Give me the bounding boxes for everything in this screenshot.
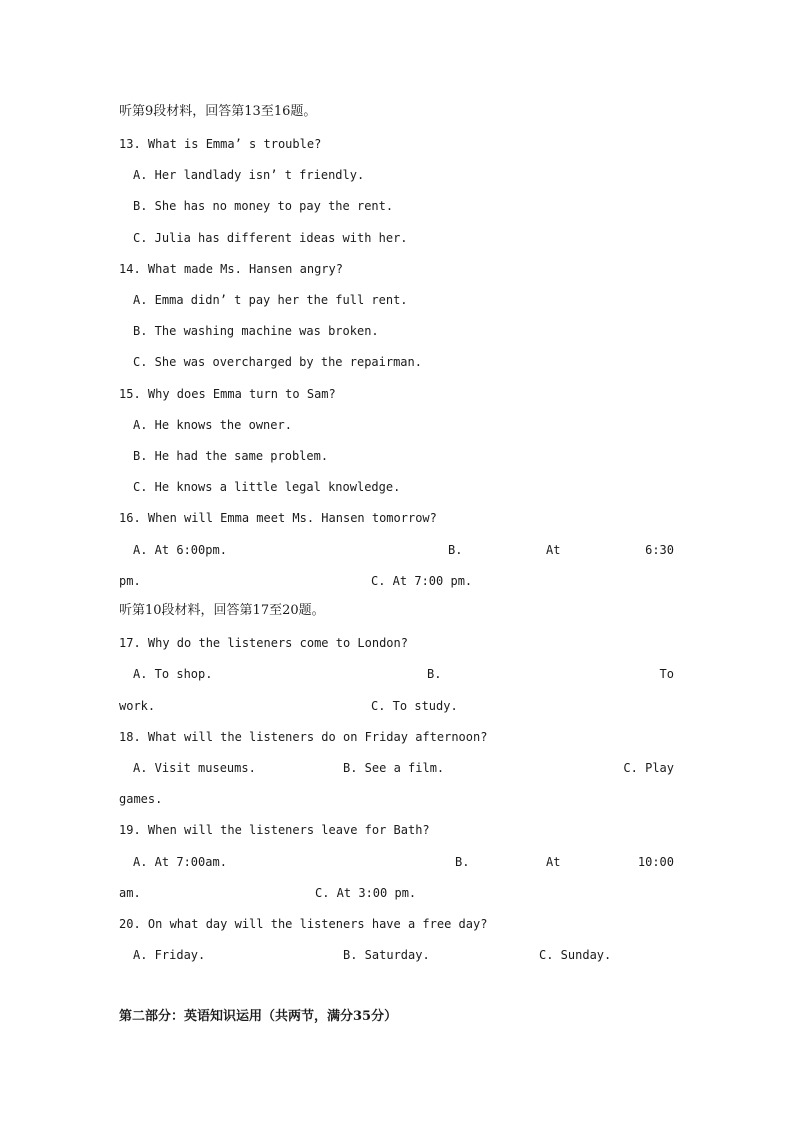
option-fragment: work. [119, 699, 156, 713]
option: B. See a film. [343, 761, 445, 775]
question-stem: 15. Why does Emma turn to Sam? [119, 387, 336, 401]
option: C. Play [623, 761, 674, 775]
option: A. To shop. [133, 667, 213, 681]
option: C. He knows a little legal knowledge. [133, 480, 401, 494]
option: A. Emma didn’ t pay her the full rent. [133, 293, 408, 307]
option: A. Her landlady isn’ t friendly. [133, 168, 365, 182]
option: C. At 7:00 pm. [371, 574, 473, 588]
option: B. She has no money to pay the rent. [133, 199, 394, 213]
question-stem: 14. What made Ms. Hansen angry? [119, 262, 343, 276]
option-fragment: am. [119, 886, 141, 900]
question-stem: 19. When will the listeners leave for Bath? [119, 823, 430, 837]
option-fragment: At [546, 855, 561, 869]
question-stem: 20. On what day will the listeners have a free day? [119, 917, 488, 931]
option-fragment: B. [427, 667, 442, 681]
option: C. At 3:00 pm. [315, 886, 417, 900]
section-heading: 听第9段材料，回答第13至16题。 [119, 104, 317, 119]
option: A. Visit museums. [133, 761, 256, 775]
option: A. Friday. [133, 948, 206, 962]
section-heading: 听第10段材料，回答第17至20题。 [119, 603, 325, 618]
part-two-heading: 第二部分：英语知识运用（共两节，满分35分） [119, 1009, 398, 1024]
option-fragment: games. [119, 792, 163, 806]
option: C. Sunday. [539, 948, 612, 962]
option: B. The washing machine was broken. [133, 324, 379, 338]
option-fragment: At [546, 543, 561, 557]
option: A. At 6:00pm. [133, 543, 227, 557]
option: B. Saturday. [343, 948, 430, 962]
option-fragment: To [659, 667, 674, 681]
option: A. He knows the owner. [133, 418, 292, 432]
option-fragment: B. [455, 855, 470, 869]
option: C. She was overcharged by the repairman. [133, 355, 422, 369]
option-fragment: 10:00 [637, 855, 674, 869]
question-stem: 18. What will the listeners do on Friday afternoon? [119, 730, 488, 744]
option-fragment: pm. [119, 574, 141, 588]
option: C. Julia has different ideas with her. [133, 231, 408, 245]
question-stem: 13. What is Emma’ s trouble? [119, 137, 322, 151]
option-fragment: 6:30 [645, 543, 674, 557]
option: A. At 7:00am. [133, 855, 227, 869]
option: C. To study. [371, 699, 458, 713]
option: B. He had the same problem. [133, 449, 329, 463]
question-stem: 16. When will Emma meet Ms. Hansen tomorrow? [119, 511, 437, 525]
option-fragment: B. [448, 543, 463, 557]
question-stem: 17. Why do the listeners come to London? [119, 636, 408, 650]
